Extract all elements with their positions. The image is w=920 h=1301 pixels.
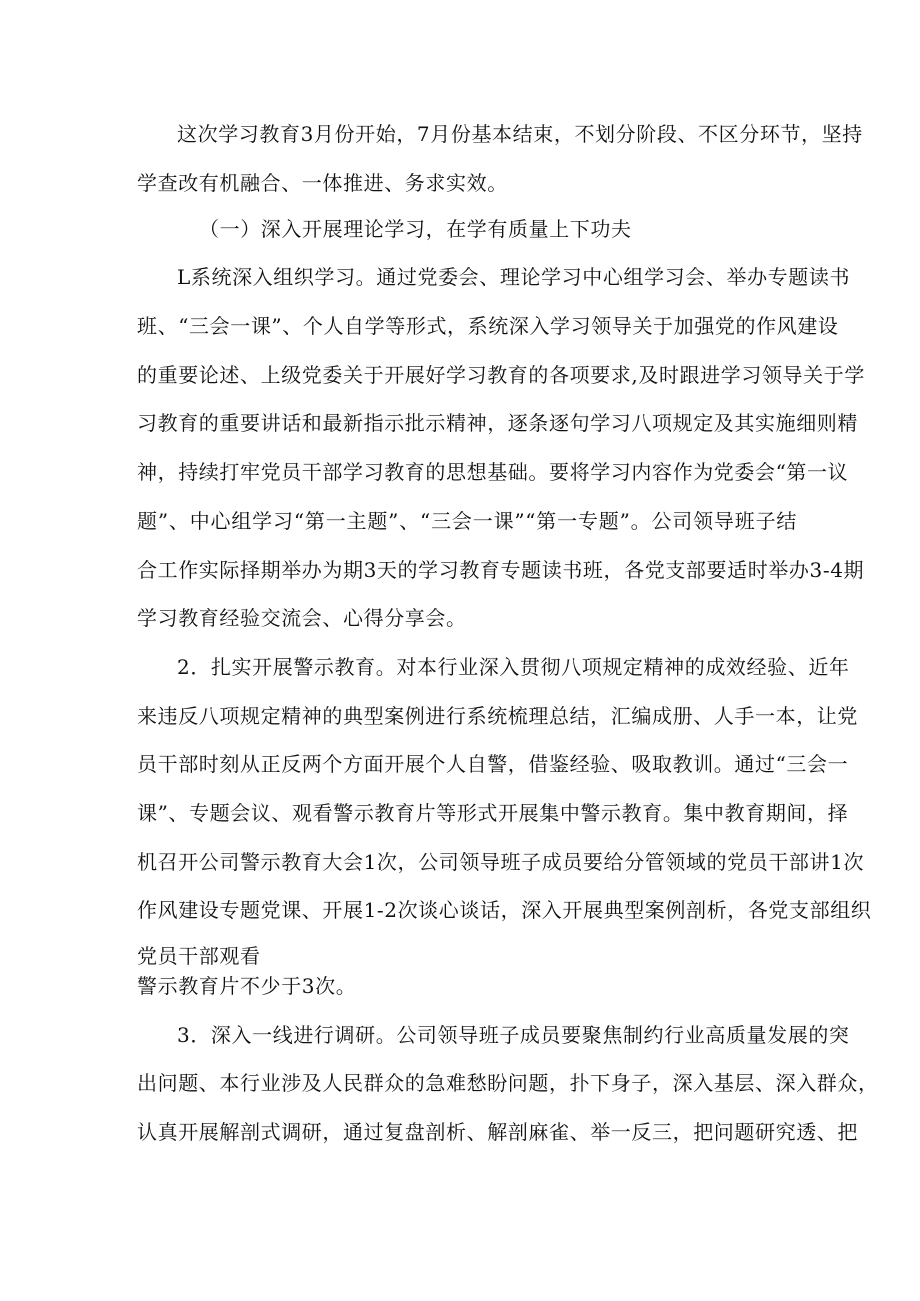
paragraph-line: 党员干部观看 [137,944,261,968]
paragraph-line: L系统深入组织学习。通过党委会、理论学习中心组学习会、举办专题读书 [177,265,851,289]
paragraph-line: 合工作实际择期举办为期3天的学习教育专题读书班，各党支部要适时举办3-4期 [137,558,865,582]
paragraph-line: 认真开展解剖式调研，通过复盘剖析、解剖麻雀、举一反三，把问题研究透、把 [137,1120,858,1144]
paragraph-line: 题”、中心组学习“第一主题”、“三会一课”“第一专题”。公司领导班子结 [137,509,797,533]
paragraph-line: 学查改有机融合、一体推进、务求实效。 [137,171,508,195]
paragraph-line: 课”、专题会议、观看警示教育片等形式开展集中警示教育。集中教育期间，择 [137,801,849,825]
paragraph-line: 神，持续打牢党员干部学习教育的思想基础。要将学习内容作为党委会“第一议 [137,460,849,484]
paragraph-line: 这次学习教育3月份开始，7月份基本结束，不划分阶段、不区分环节，坚持 [177,122,863,146]
paragraph-line: 3．深入一线进行调研。公司领导班子成员要聚焦制约行业高质量发展的突 [177,1023,850,1047]
paragraph-line: 学习教育经验交流会、心得分享会。 [137,606,467,630]
paragraph-line: 习教育的重要讲话和最新指示批示精神，逐条逐句学习八项规定及其实施细则精 [137,411,858,435]
paragraph-line: 班、“三会一课”、个人自学等形式，系统深入学习领导关于加强党的作风建设 [137,314,839,338]
paragraph-line: 作风建设专题党课、开展1-2次谈心谈话，深入开展典型案例剖析，各党支部组织 [137,898,872,922]
paragraph-line: 2．扎实开展警示教育。对本行业深入贯彻八项规定精神的成效经验、近年 [177,655,850,679]
paragraph-line: 员干部时刻从正反两个方面开展个人自警，借鉴经验、吸取教训。通过“三会一 [137,752,849,776]
section-heading: （一）深入开展理论学习，在学有质量上下功夫 [199,217,632,241]
paragraph-line: 来违反八项规定精神的典型案例进行系统梳理总结，汇编成册、人手一本，让党 [137,704,858,728]
paragraph-line: 机召开公司警示教育大会1次，公司领导班子成员要给分管领域的党员干部讲1次 [137,850,865,874]
paragraph-line: 警示教育片不少于3次。 [137,974,357,998]
paragraph-line: 出问题、本行业涉及人民群众的急难愁盼问题，扑下身子，深入基层、深入群众， [137,1071,879,1095]
paragraph-line: 的重要论述、上级党委关于开展好学习教育的各项要求,及时跟进学习领导关于学 [137,363,865,387]
